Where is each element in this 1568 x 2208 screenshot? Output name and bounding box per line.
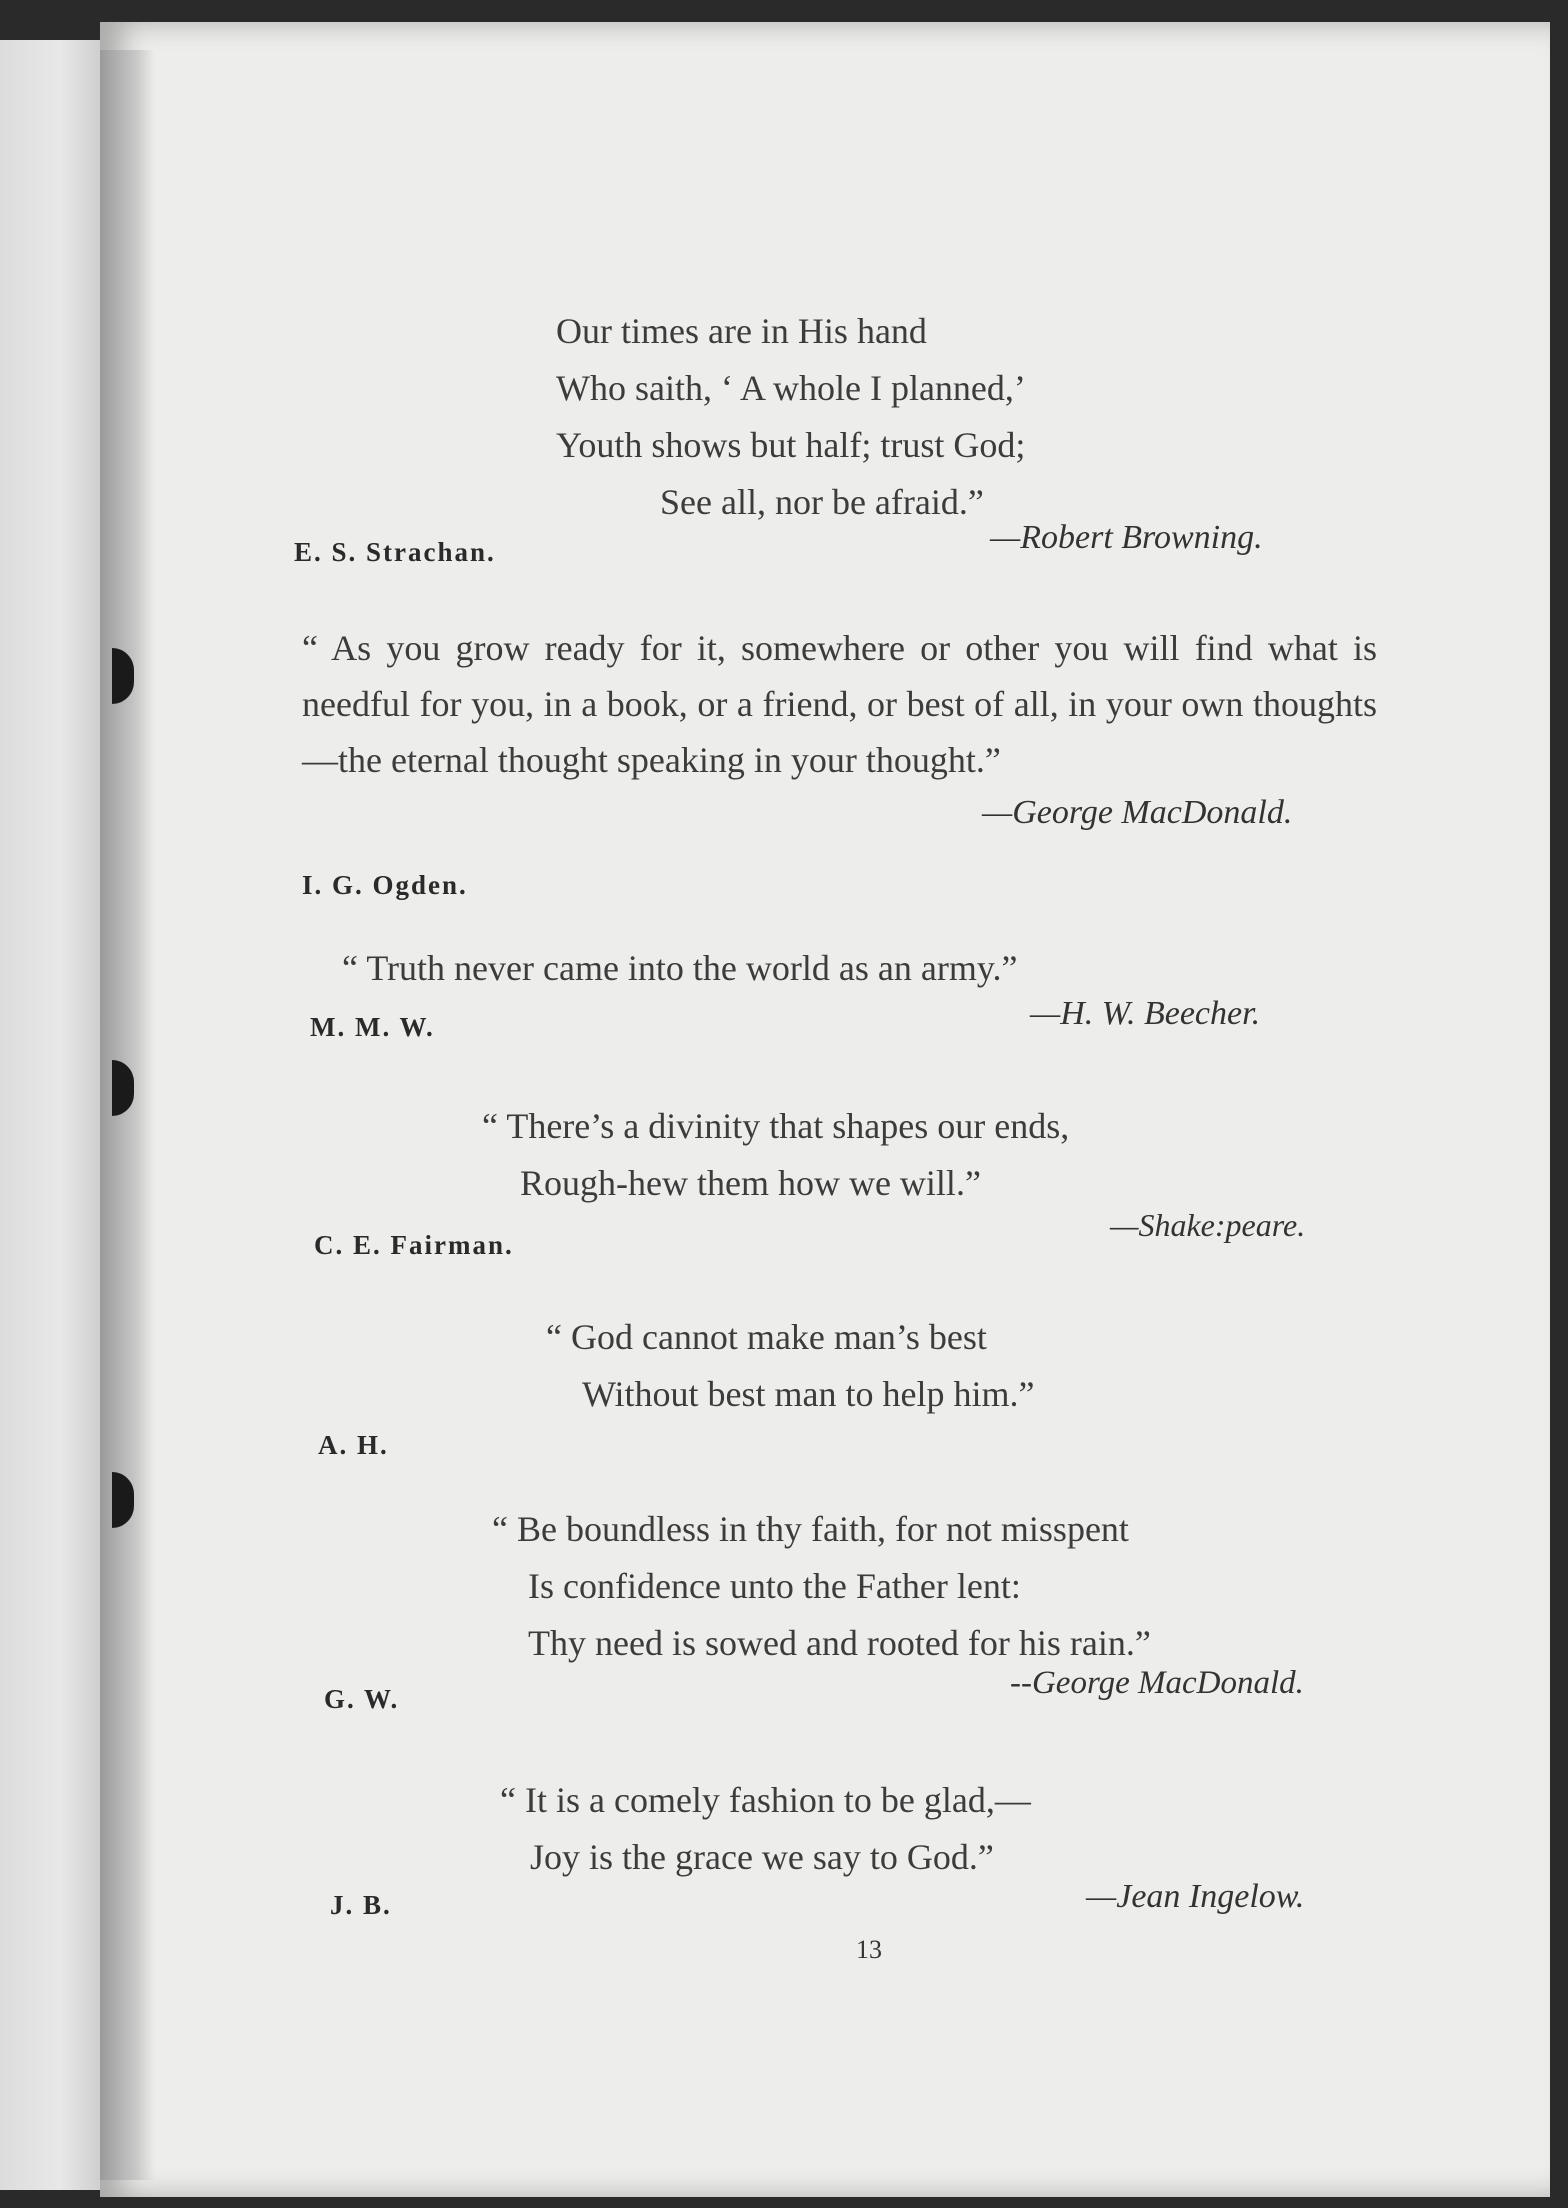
- poem-line: “ Truth never came into the world as an army.”: [342, 948, 1018, 988]
- attribution: —Robert Browning.: [990, 519, 1263, 556]
- poem-line: Joy is the grace we say to God.”: [530, 1837, 994, 1877]
- page-binding: [100, 50, 155, 2180]
- contributor: C. E. Fairman.: [314, 1230, 514, 1260]
- poem-macdonald: [492, 1501, 1151, 1672]
- poem-line: “ There’s a divinity that shapes our ends,: [482, 1106, 1070, 1146]
- contributor: J. B.: [330, 1890, 392, 1920]
- poem-line: Rough-hew them how we will.”: [520, 1163, 981, 1203]
- attribution: —George MacDonald.: [982, 794, 1293, 831]
- poem-line: “ God cannot make man’s best: [546, 1317, 987, 1357]
- poem-line: Is confidence unto the Father lent:: [528, 1566, 1021, 1606]
- contributor: E. S. Strachan.: [294, 537, 496, 567]
- contributor: A. H.: [318, 1430, 389, 1460]
- contributor: M. M. W.: [310, 1012, 435, 1042]
- attribution: —Jean Ingelow.: [1086, 1878, 1305, 1915]
- poem-line: See all, nor be afraid.”: [660, 482, 984, 522]
- poem-line: Without best man to help him.”: [582, 1374, 1035, 1414]
- poem-line: Our times are in His hand: [556, 311, 927, 351]
- attribution: —Shake:peare.: [1110, 1207, 1306, 1243]
- poem-line: Who saith, ‘ A whole I planned,’: [556, 368, 1026, 408]
- facing-page-edge: [0, 40, 100, 2190]
- poem-line: Thy need is sowed and rooted for his rain.”: [528, 1623, 1151, 1663]
- quote-beecher: [342, 940, 1017, 997]
- poem-line: Youth shows but half; trust God;: [556, 425, 1026, 465]
- poem-line: “ It is a comely fashion to be glad,—: [500, 1780, 1031, 1820]
- poem-ingelow: [500, 1772, 1031, 1886]
- attribution: --George MacDonald.: [1010, 1665, 1304, 1701]
- poem-unattributed: [546, 1309, 1034, 1423]
- contributor: I. G. Ogden.: [302, 870, 468, 900]
- contributor: G. W.: [324, 1684, 400, 1714]
- poem-browning: [556, 303, 1026, 531]
- page-number: 13: [856, 1935, 882, 1964]
- poem-line: “ Be boundless in thy faith, for not misspent: [492, 1509, 1129, 1549]
- attribution: —H. W. Beecher.: [1030, 995, 1261, 1032]
- poem-shakespeare: [482, 1098, 1069, 1212]
- quote-paragraph: “ As you grow ready for it, somewhere or other you will find what is needful for you, in a book, or a friend, or best of all, in your own thoughts—the eternal thought speaking in your thought.”: [302, 628, 1377, 780]
